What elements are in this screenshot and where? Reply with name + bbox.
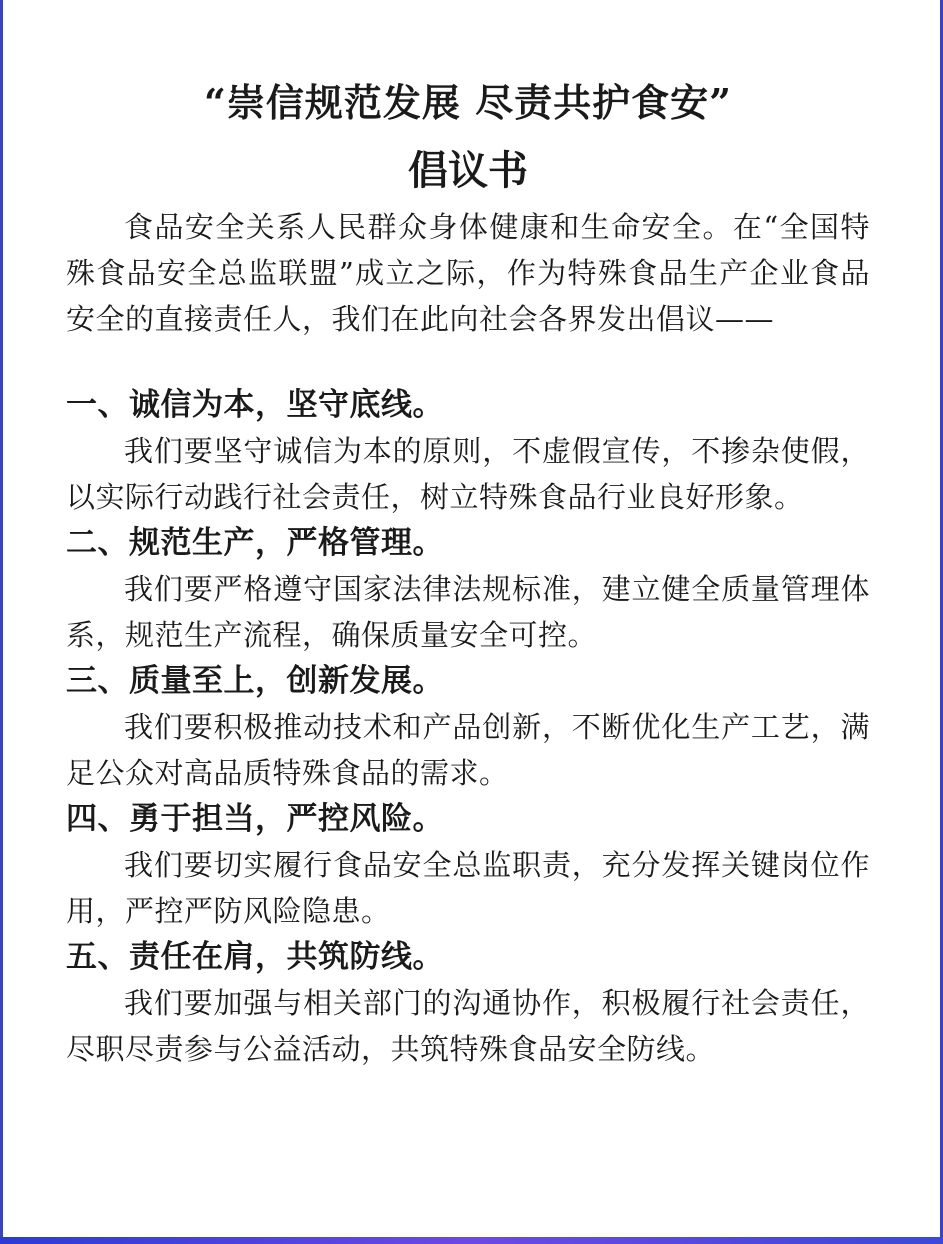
bottom-accent-band (0, 1237, 943, 1244)
section-heading: 四、勇于担当，严控风险。 (66, 801, 444, 837)
section-paragraph: 我们要坚守诚信为本的原则，不虚假宣传，不掺杂使假，以实际行动践行社会责任，树立特殊食品行业良好形象。 (66, 434, 870, 514)
section-5 (66, 934, 870, 1072)
section-4 (66, 796, 870, 934)
document-body (66, 74, 870, 1072)
section-paragraph: 我们要严格遵守国家法律法规标准，建立健全质量管理体系，规范生产流程，确保质量安全可控。 (66, 572, 870, 652)
section-heading: 一、诚信为本，坚守底线。 (66, 387, 444, 423)
document-subtitle: 倡议书 (408, 147, 528, 194)
section-paragraph: 我们要加强与相关部门的沟通协作，积极履行社会责任，尽职尽责参与公益活动，共筑特殊食品安全防线。 (66, 986, 870, 1066)
document-title: “崇信规范发展 尽责共护食安” (204, 80, 732, 125)
intro-paragraph: 食品安全关系人民群众身体健康和生命安全。在“全国特殊食品安全总监联盟”成立之际，作为特殊食品生产企业食品安全的直接责任人，我们在此向社会各界发出倡议—— (66, 210, 870, 336)
section-heading: 三、质量至上，创新发展。 (66, 663, 444, 699)
section-paragraph: 我们要积极推动技术和产品创新，不断优化生产工艺，满足公众对高品质特殊食品的需求。 (66, 710, 870, 790)
section-1 (66, 382, 870, 520)
section-2 (66, 520, 870, 658)
section-3 (66, 658, 870, 796)
section-heading: 五、责任在肩，共筑防线。 (66, 939, 444, 975)
section-heading: 二、规范生产，严格管理。 (66, 525, 444, 561)
section-paragraph: 我们要切实履行食品安全总监职责，充分发挥关键岗位作用，严控严防风险隐患。 (66, 848, 870, 928)
